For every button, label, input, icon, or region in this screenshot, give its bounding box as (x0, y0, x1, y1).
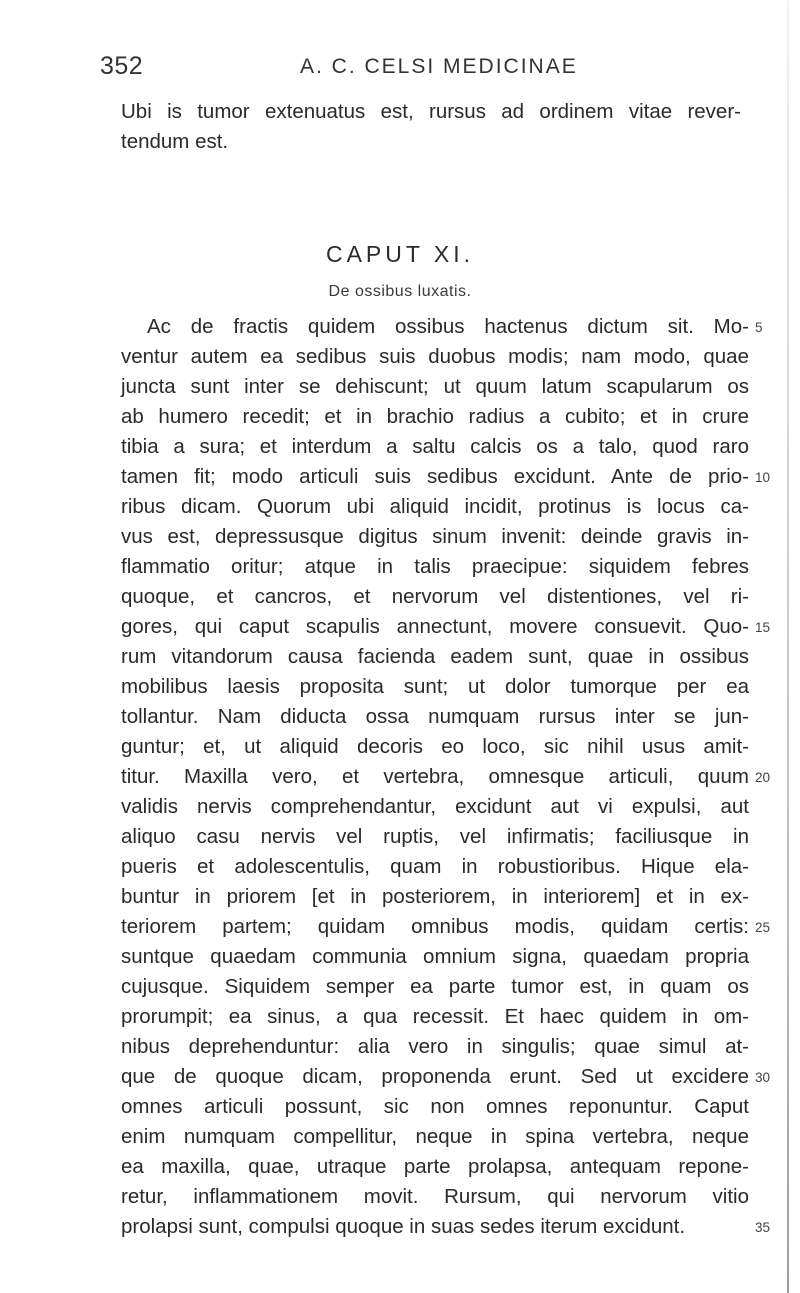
line-number-35: 35 (755, 1220, 771, 1235)
text-line: Ac de fractis quidem ossibus hactenus dictum sit. Mo- (147, 315, 749, 338)
text-line: validis nervis comprehendantur, excidunt aut vi expulsi, aut (121, 795, 749, 818)
text-line: nibus deprehenduntur: alia vero in singulis; quae simul at- (121, 1035, 749, 1058)
text-line: ventur autem ea sedibus suis duobus modis; nam modo, quae (121, 345, 749, 368)
text-line: cujusque. Siquidem semper ea parte tumor est, in quam os (121, 975, 749, 998)
text-line: prolapsi sunt, compulsi quoque in suas sedes iterum excidunt. (121, 1215, 686, 1238)
text-line: buntur in priorem [et in posteriorem, in interiorem] et in ex- (121, 885, 749, 908)
text-line: retur, inflammationem movit. Rursum, qui nervorum vitio (121, 1185, 749, 1208)
line-number-20: 20 (755, 770, 771, 785)
chapter-subtitle: De ossibus luxatis. (328, 283, 472, 300)
line-number-5: 5 (755, 320, 763, 335)
text-line: tollantur. Nam diducta ossa numquam rursus inter se jun- (121, 705, 749, 728)
text-line: tamen fit; modo articuli suis sedibus excidunt. Ante de prio- (121, 465, 749, 488)
text-line: ea maxilla, quae, utraque parte prolapsa, antequam repone- (121, 1155, 749, 1178)
text-line: teriorem partem; quidam omnibus modis, quidam certis: (121, 915, 749, 938)
text-line: guntur; et, ut aliquid decoris eo loco, sic nihil usus amit- (121, 735, 749, 758)
text-line: flammatio oritur; atque in talis praecipue: siquidem febres (121, 555, 749, 578)
body-paragraph (121, 312, 749, 1242)
line-number-30: 30 (755, 1070, 771, 1085)
page-number: 352 (100, 52, 144, 80)
page-header (100, 52, 720, 82)
text-line: titur. Maxilla vero, et vertebra, omnesque articuli, quum (121, 765, 749, 788)
text-line: prorumpit; ea sinus, a qua recessit. Et haec quidem in om- (121, 1005, 749, 1028)
line-number-25: 25 (755, 920, 771, 935)
text-line: omnes articuli possunt, sic non omnes reponuntur. Caput (121, 1095, 749, 1118)
text-line: rum vitandorum causa facienda eadem sunt, quae in ossibus (121, 645, 749, 668)
text-line: tibia a sura; et interdum a saltu calcis os a talo, quod raro (121, 435, 749, 458)
intro-line: tendum est. (121, 130, 229, 153)
chapter-title: CAPUT XI. (325, 241, 475, 267)
text-line: juncta sunt inter se dehiscunt; ut quum latum scapularum os (121, 375, 749, 398)
text-line: ribus dicam. Quorum ubi aliquid incidit, protinus is locus ca- (121, 495, 749, 518)
text-line: ab humero recedit; et in brachio radius a cubito; et in crure (121, 405, 749, 428)
text-line: que de quoque dicam, proponenda erunt. Sed ut excidere (121, 1065, 749, 1088)
running-head: A. C. CELSI MEDICINAE (300, 55, 578, 78)
line-number-15: 15 (755, 620, 771, 635)
intro-paragraph (121, 97, 741, 157)
page-edge-shadow (787, 0, 789, 1293)
text-line: aliquo casu nervis vel ruptis, vel infirmatis; faciliusque in (121, 825, 749, 848)
line-number-10: 10 (755, 470, 771, 485)
text-line: gores, qui caput scapulis annectunt, movere consuevit. Quo- (121, 615, 749, 638)
text-line: vus est, depressusque digitus sinum invenit: deinde gravis in- (121, 525, 749, 548)
intro-line: Ubi is tumor extenuatus est, rursus ad ordinem vitae rever- (121, 100, 741, 123)
text-line: pueris et adolescentulis, quam in robustioribus. Hique ela- (121, 855, 749, 878)
text-line: suntque quaedam communia omnium signa, quaedam propria (121, 945, 749, 968)
text-line: enim numquam compellitur, neque in spina vertebra, neque (121, 1125, 749, 1148)
text-line: mobilibus laesis proposita sunt; ut dolor tumorque per ea (121, 675, 749, 698)
text-line: quoque, et cancros, et nervorum vel distentiones, vel ri- (121, 585, 749, 608)
